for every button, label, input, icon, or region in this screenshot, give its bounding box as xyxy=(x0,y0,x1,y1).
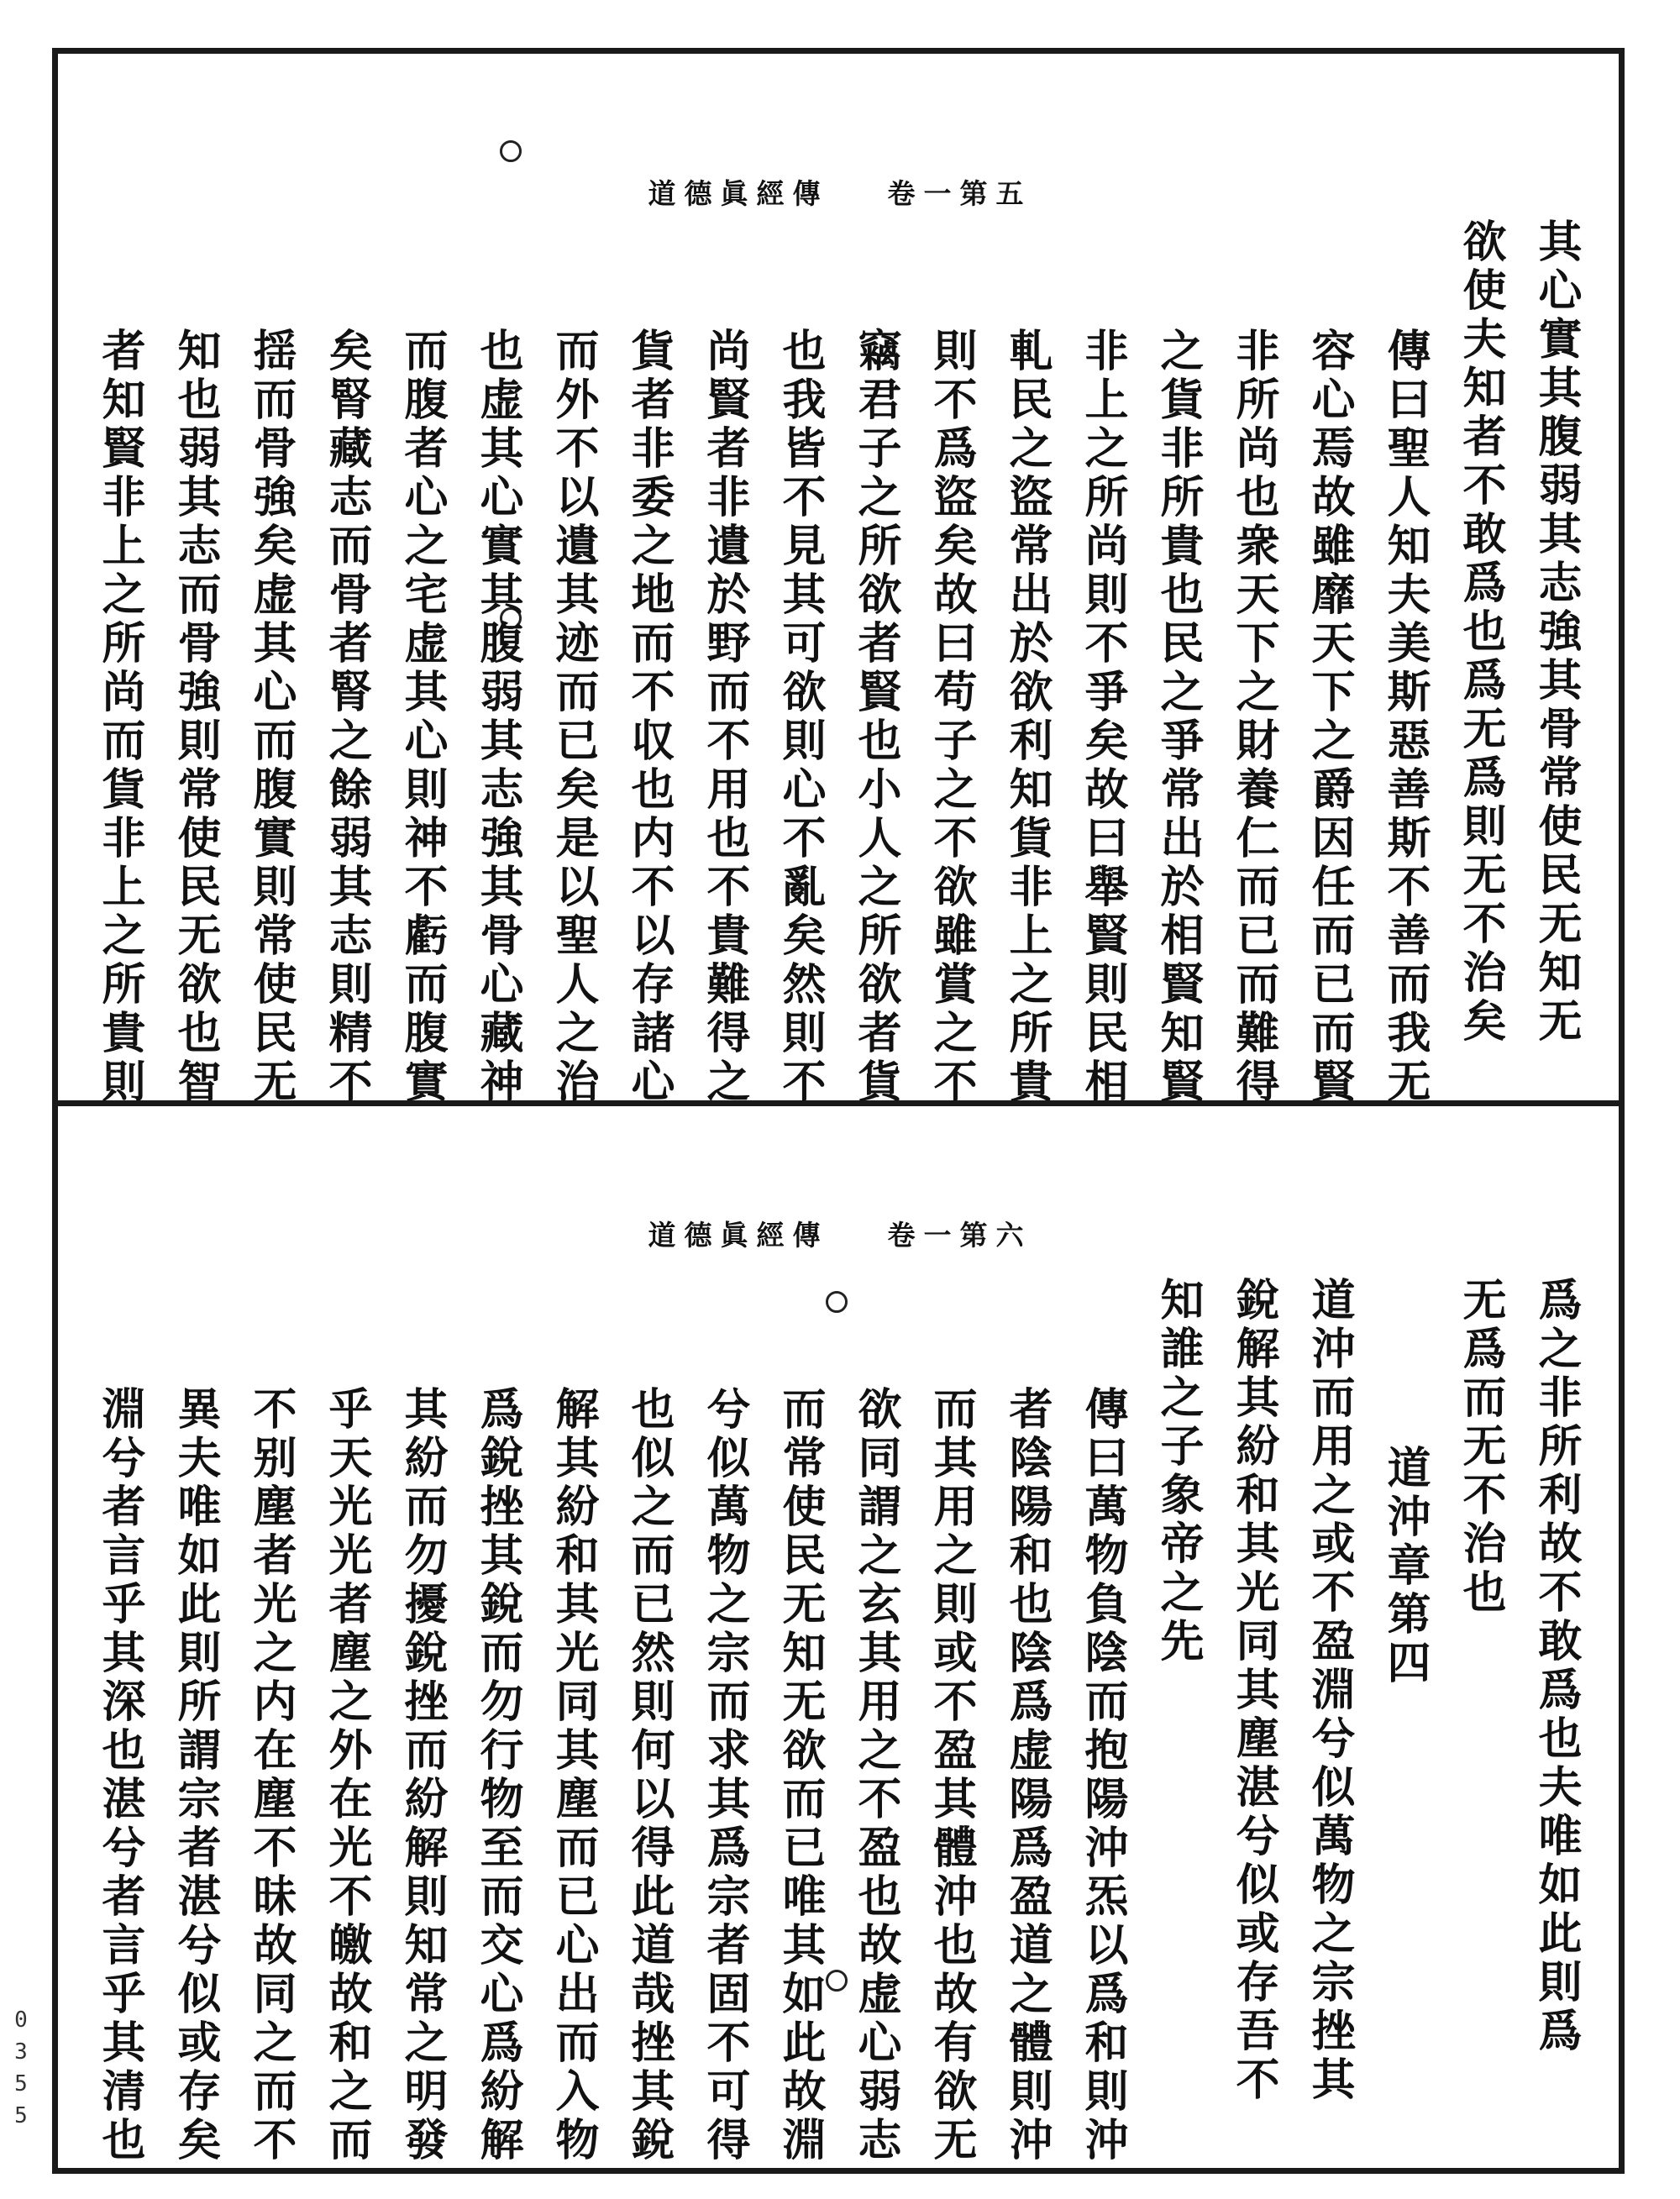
text-column: 道沖而用之或不盈淵兮似萬物之宗挫其 xyxy=(1304,1277,1355,2105)
top-panel xyxy=(76,80,1604,1107)
text-column: 乎天光光者塵之外在光不皦故和之而 xyxy=(321,1386,372,2165)
text-column: 也虚其心實其腹弱其志強其骨心藏神 xyxy=(472,328,523,1107)
text-column: 其心實其腹弱其志強其骨常使民无知无 xyxy=(1530,218,1582,1047)
text-column: 爲之非所利故不敢爲也夫唯如此則爲 xyxy=(1530,1277,1582,2056)
text-column: 也我皆不見其可欲則心不亂矣然則不 xyxy=(774,328,826,1107)
text-column: 貨者非委之地而不収也内不以存諸心 xyxy=(623,328,675,1107)
text-column: 知誰之子象帝之先 xyxy=(1152,1277,1204,1666)
text-column: 而其用之則或不盈其體沖也故有欲无 xyxy=(926,1386,977,2165)
text-column: 尚賢者非遺於野而不用也不貴難得之 xyxy=(699,328,750,1107)
text-column: 也似之而已然則何以得此道哉挫其銳 xyxy=(623,1386,675,2165)
bottom-panel xyxy=(76,1130,1604,2165)
top-header-title: 道德眞經傳 xyxy=(648,177,829,210)
text-column: 銳解其紛和其光同其塵湛兮似或存吾不 xyxy=(1228,1277,1279,2105)
text-column: 兮似萬物之宗而求其爲宗者固不可得 xyxy=(699,1386,750,2165)
text-column: 者陰陽和也陰爲虚陽爲盈道之體則沖 xyxy=(1001,1386,1053,2165)
bottom-header-title: 道德眞經傳 xyxy=(648,1219,829,1252)
bottom-text-columns xyxy=(76,1277,1604,2165)
text-column: 矣腎藏志而骨者腎之餘弱其志則精不 xyxy=(321,328,372,1107)
text-column: 淵兮者言乎其深也湛兮者言乎其清也 xyxy=(94,1386,145,2165)
circle-mark-icon xyxy=(500,140,522,162)
text-column: 而腹者心之宅虚其心則神不虧而腹實 xyxy=(396,328,448,1107)
text-column: 異夫唯如此則所謂宗者湛兮似或存矣 xyxy=(170,1386,221,2165)
text-column: 不别塵者光之内在塵不昧故同之而不 xyxy=(245,1386,297,2165)
text-column: 則不爲盜矣故曰苟子之不欲雖賞之不 xyxy=(926,328,977,1107)
top-header-volume: 卷一第五 xyxy=(887,177,1032,210)
text-column: 非所尚也衆天下之財養仁而已而難得 xyxy=(1228,328,1279,1107)
text-column: 解其紛和其光同其塵而已心出而入物 xyxy=(548,1386,599,2165)
text-column: 知也弱其志而骨強則常使民无欲也智 xyxy=(170,328,221,1107)
text-column: 軋民之盜常出於欲利知貨非上之所貴 xyxy=(1001,328,1053,1107)
text-column: 欲同謂之玄其用之不盈也故虚心弱志 xyxy=(850,1386,901,2165)
text-column: 容心焉故雖靡天下之爵因任而已而賢 xyxy=(1304,328,1355,1107)
text-column: 欲使夫知者不敢爲也爲无爲則无不治矣 xyxy=(1455,218,1506,1047)
text-column: 无爲而无不治也 xyxy=(1455,1277,1506,1618)
text-column: 者知賢非上之所尚而貨非上之所貴則 xyxy=(94,328,145,1107)
chapter-title: 道沖章第四 xyxy=(1379,1445,1431,1688)
top-text-columns xyxy=(76,218,1604,1107)
text-column: 而外不以遺其迹而已矣是以聖人之治 xyxy=(548,328,599,1107)
text-column: 傳曰萬物負陰而抱陽沖炁以爲和則沖 xyxy=(1077,1386,1128,2165)
bottom-header xyxy=(76,1214,1604,1253)
text-column: 非上之所尚則不爭矣故曰舉賢則民相 xyxy=(1077,328,1128,1107)
text-column: 竊君子之所欲者賢也小人之所欲者貨 xyxy=(850,328,901,1107)
bottom-header-volume: 卷一第六 xyxy=(887,1219,1032,1252)
text-column: 而常使民无知无欲而已唯其如此故淵 xyxy=(774,1386,826,2165)
side-page-number: 0 3 5 5 xyxy=(14,2007,28,2128)
text-column: 傳曰聖人知夫美斯惡善斯不善而我无 xyxy=(1379,328,1431,1107)
text-column: 其紛而勿擾銳挫而紛解則知常之明發 xyxy=(396,1386,448,2165)
top-header xyxy=(76,172,1604,212)
text-column: 之貨非所貴也民之爭常出於相賢知賢 xyxy=(1152,328,1204,1107)
text-column: 揺而骨強矣虚其心而腹實則常使民无 xyxy=(245,328,297,1107)
text-column: 爲銳挫其銳而勿行物至而交心爲紛解 xyxy=(472,1386,523,2165)
